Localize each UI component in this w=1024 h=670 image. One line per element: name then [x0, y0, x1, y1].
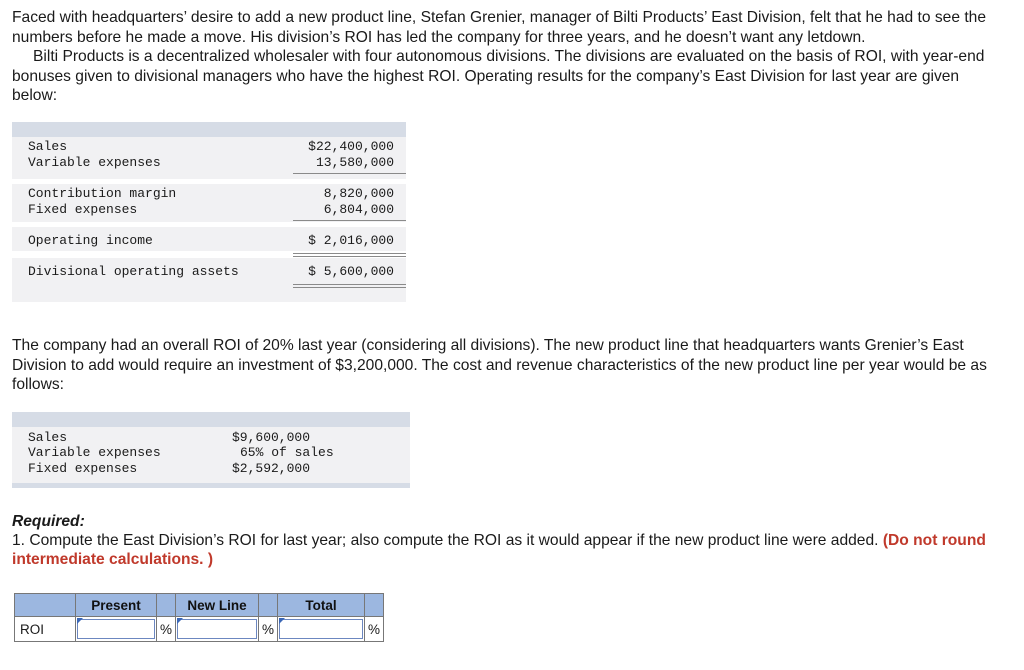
roi-answer-grid	[14, 593, 384, 642]
table-header-band	[12, 122, 406, 137]
new-line-roi-input[interactable]	[177, 619, 257, 639]
present-roi-cell	[76, 617, 157, 642]
operating-income-value: $ 2,016,000	[308, 233, 394, 248]
roi-row-label: ROI	[15, 617, 76, 642]
mid-paragraph: The company had an overall ROI of 20% last year (considering all divisions). The new product line that headquarters wants Grenier’s East Division to add would require an investment of $3,200,000. The cost and revenue characteristics of the new product line per year would be as follows:	[12, 337, 987, 394]
header-blank	[259, 594, 278, 617]
operating-assets-value: $ 5,600,000	[308, 264, 394, 279]
total-rule	[293, 253, 406, 254]
new-line-description	[12, 336, 1002, 395]
fixed-expenses-label: Fixed expenses	[28, 202, 138, 217]
header-blank	[365, 594, 384, 617]
header-total: Total	[278, 594, 365, 617]
sales-label: Sales	[28, 139, 68, 154]
total-rule	[293, 284, 406, 285]
fixed-expenses-value: 6,804,000	[323, 202, 394, 217]
header-blank	[157, 594, 176, 617]
intro-text	[12, 8, 1002, 106]
new-line-roi-cell	[176, 617, 259, 642]
total-rule	[293, 256, 406, 257]
variable-expenses-value: 13,580,000	[315, 155, 394, 170]
total-rule	[293, 287, 406, 288]
percent-sign: %	[259, 617, 278, 642]
required-title: Required:	[12, 513, 85, 530]
percent-sign: %	[157, 617, 176, 642]
subtotal-rule	[293, 220, 406, 221]
operating-income-label: Operating income	[28, 233, 153, 248]
intro-paragraph-2: Bilti Products is a decentralized wholesaler with four autonomous divisions. The divisions are evaluated on the basis of ROI, with year-end bonuses given to divisional managers who have the highest ROI. Operating results for the company’s East Division for last year are given below:	[12, 48, 985, 105]
header-new-line: New Line	[176, 594, 259, 617]
rounding-note: (Do not round intermediate calculations. )	[12, 532, 986, 568]
input-marker-icon	[77, 618, 83, 624]
operating-assets-label: Divisional operating assets	[28, 264, 239, 279]
new-variable-expenses-value: 65% of sales	[240, 445, 334, 460]
total-roi-cell	[278, 617, 365, 642]
variable-expenses-label: Variable expenses	[28, 155, 161, 170]
total-roi-input[interactable]	[279, 619, 363, 639]
percent-sign: %	[365, 617, 384, 642]
input-marker-icon	[279, 618, 285, 624]
answer-roi-row	[15, 617, 384, 642]
subtotal-rule	[293, 173, 406, 174]
present-roi-input[interactable]	[77, 619, 155, 639]
answer-header-row	[15, 594, 384, 617]
new-line-table	[12, 412, 410, 488]
table-header-band	[12, 412, 410, 427]
input-marker-icon	[177, 618, 183, 624]
required-item-1	[12, 531, 1002, 569]
east-division-results-table	[12, 122, 406, 302]
required-section	[12, 512, 1002, 569]
contribution-margin-value: 8,820,000	[323, 186, 394, 201]
contribution-margin-label: Contribution margin	[28, 186, 177, 201]
header-blank	[15, 594, 76, 617]
header-present: Present	[76, 594, 157, 617]
required-item-text: 1. Compute the East Division’s ROI for last year; also compute the ROI as it would appear if the new product line were added.	[12, 532, 879, 549]
intro-paragraph-1: Faced with headquarters’ desire to add a new product line, Stefan Grenier, manager of Bilti Products’ East Division, felt that he had to see the numbers before he made a move. His division’s ROI has led the company for three years, and he doesn’t want any letdown.	[12, 9, 986, 46]
new-variable-expenses-label: Variable expenses	[28, 445, 161, 460]
new-sales-label: Sales	[28, 430, 68, 445]
new-fixed-expenses-label: Fixed expenses	[28, 461, 138, 476]
sales-value: $22,400,000	[308, 139, 394, 154]
table-footer-band	[12, 483, 410, 488]
new-fixed-expenses-value: $2,592,000	[232, 461, 311, 476]
new-sales-value: $9,600,000	[232, 430, 311, 445]
